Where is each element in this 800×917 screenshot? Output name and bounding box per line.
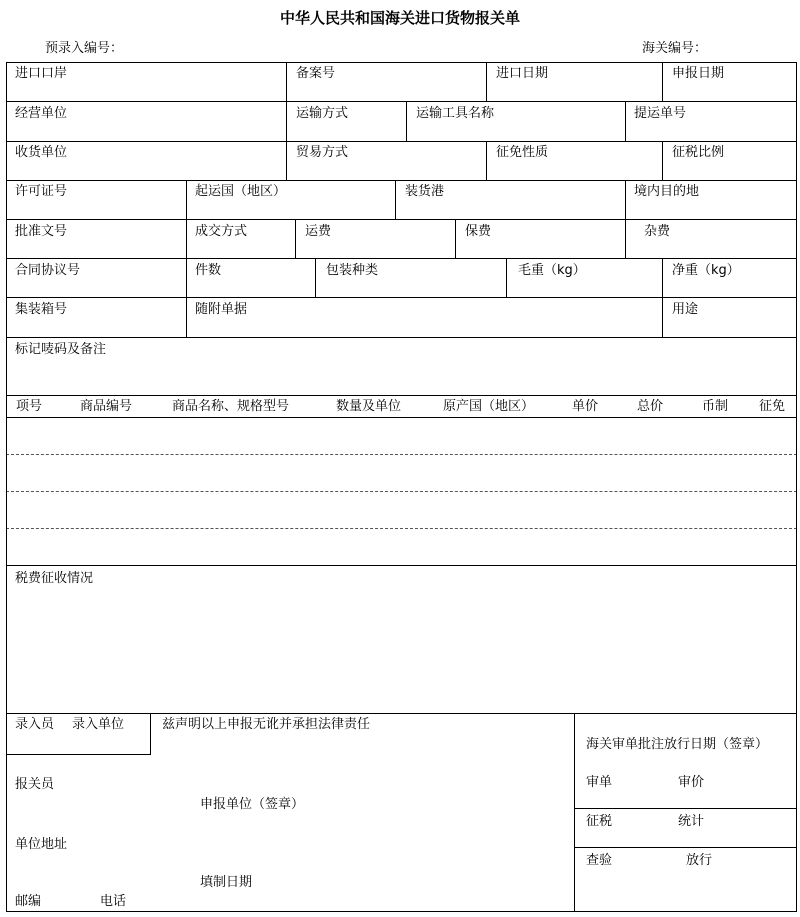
- pieces-label: 件数: [195, 263, 222, 278]
- cell-divider: [286, 101, 287, 142]
- entry-box-right: [150, 713, 151, 755]
- cell-divider: [315, 258, 316, 298]
- domestic-destination-label: 境内目的地: [634, 184, 700, 199]
- cell-divider: [662, 258, 663, 298]
- goods-row-divider: [6, 454, 797, 455]
- levy-exemption-nature-label: 征免性质: [496, 145, 549, 160]
- fill-date-label: 填制日期: [200, 875, 253, 890]
- bill-of-lading-no-label: 提运单号: [634, 106, 687, 121]
- goods-col-levy-exemption: 征免: [759, 399, 786, 414]
- customs-no-label: 海关编号：: [642, 41, 708, 56]
- goods-col-origin-country: 原产国（地区）: [443, 399, 535, 414]
- border-left: [6, 62, 7, 912]
- loading-port-label: 装货港: [405, 184, 445, 199]
- goods-table-bottom: [6, 565, 797, 566]
- transport-tool-name-label: 运输工具名称: [416, 106, 495, 121]
- border-right: [796, 62, 797, 912]
- pre-entry-no-label: 预录入编号：: [45, 41, 124, 56]
- entry-unit-label: 录入单位: [72, 717, 125, 732]
- customs-approval-label: 海关审单批注放行日期（签章）: [586, 737, 769, 752]
- import-port-label: 进口口岸: [15, 66, 68, 81]
- freight-label: 运费: [305, 224, 332, 239]
- cell-divider: [625, 180, 626, 220]
- contract-no-label: 合同协议号: [15, 263, 81, 278]
- transaction-mode-label: 成交方式: [195, 224, 248, 239]
- trade-mode-label: 贸易方式: [296, 145, 349, 160]
- unit-address-label: 单位地址: [15, 837, 68, 852]
- row-divider: [6, 297, 797, 298]
- postcode-label: 邮编: [15, 894, 42, 909]
- inspection-label: 查验: [586, 853, 613, 868]
- tax-section-label: 税费征收情况: [15, 571, 94, 586]
- goods-col-currency: 币制: [702, 399, 729, 414]
- declaration-statement: 兹声明以上申报无讹并承担法律责任: [162, 717, 371, 732]
- cell-divider: [286, 62, 287, 102]
- phone-label: 电话: [100, 894, 127, 909]
- row-divider: [6, 395, 797, 396]
- customs-row-divider: [574, 808, 797, 809]
- tax-levy-label: 征税: [586, 814, 613, 829]
- declaring-unit-seal-label: 申报单位（签章）: [200, 797, 305, 812]
- insurance-label: 保费: [465, 224, 492, 239]
- goods-col-unit-price: 单价: [572, 399, 599, 414]
- transport-mode-label: 运输方式: [296, 106, 349, 121]
- origin-country-label: 起运国（地区）: [195, 184, 287, 199]
- usage-label: 用途: [672, 302, 699, 317]
- declarant-label: 报关员: [15, 777, 55, 792]
- cell-divider: [506, 258, 507, 298]
- cell-divider: [662, 62, 663, 102]
- cell-divider: [486, 62, 487, 102]
- cell-divider: [186, 297, 187, 338]
- cell-divider: [406, 101, 407, 142]
- customs-row-divider: [574, 847, 797, 848]
- package-type-label: 包装种类: [326, 263, 379, 278]
- declare-date-label: 申报日期: [672, 66, 725, 81]
- import-date-label: 进口日期: [496, 66, 549, 81]
- cell-divider: [662, 141, 663, 181]
- row-divider: [6, 180, 797, 181]
- goods-col-total-price: 总价: [637, 399, 664, 414]
- record-no-label: 备案号: [296, 66, 336, 81]
- cell-divider: [486, 141, 487, 181]
- goods-col-quantity-unit: 数量及单位: [336, 399, 402, 414]
- price-review-label: 审价: [678, 775, 705, 790]
- cell-divider: [455, 219, 456, 259]
- license-no-label: 许可证号: [15, 184, 68, 199]
- cell-divider: [186, 180, 187, 220]
- cell-divider: [295, 219, 296, 259]
- cell-divider: [625, 219, 626, 259]
- customs-area-divider: [574, 713, 575, 912]
- goods-col-item-no: 项号: [16, 399, 43, 414]
- net-weight-label: 净重（kg）: [672, 263, 740, 278]
- row-divider: [6, 101, 797, 102]
- row-divider: [6, 337, 797, 338]
- marks-remarks-label: 标记唛码及备注: [15, 342, 107, 357]
- review-label: 审单: [586, 775, 613, 790]
- goods-col-commodity-code: 商品编号: [80, 399, 133, 414]
- container-no-label: 集装箱号: [15, 302, 68, 317]
- border-bottom: [6, 911, 797, 912]
- form-title: 中华人民共和国海关进口货物报关单: [279, 9, 520, 27]
- goods-row-divider: [6, 491, 797, 492]
- border-top: [6, 62, 797, 63]
- cell-divider: [625, 101, 626, 142]
- release-label: 放行: [686, 853, 713, 868]
- attached-docs-label: 随附单据: [195, 302, 248, 317]
- goods-row-divider: [6, 528, 797, 529]
- cell-divider: [395, 180, 396, 220]
- cell-divider: [286, 141, 287, 181]
- tax-levy-ratio-label: 征税比例: [672, 145, 725, 160]
- misc-fees-label: 杂费: [644, 224, 671, 239]
- cell-divider: [186, 258, 187, 298]
- operating-unit-label: 经营单位: [15, 106, 68, 121]
- entry-clerk-label: 录入员: [15, 717, 55, 732]
- row-divider: [6, 141, 797, 142]
- goods-col-name-spec: 商品名称、规格型号: [172, 399, 290, 414]
- statistics-label: 统计: [678, 814, 705, 829]
- approval-doc-no-label: 批准文号: [15, 224, 68, 239]
- row-divider: [6, 258, 797, 259]
- cell-divider: [186, 219, 187, 259]
- cell-divider: [662, 297, 663, 338]
- row-divider: [6, 219, 797, 220]
- consignee-unit-label: 收货单位: [15, 145, 68, 160]
- gross-weight-label: 毛重（kg）: [518, 263, 586, 278]
- entry-box-bottom: [6, 754, 151, 755]
- tax-section-bottom: [6, 713, 797, 714]
- goods-header-bottom: [6, 417, 797, 418]
